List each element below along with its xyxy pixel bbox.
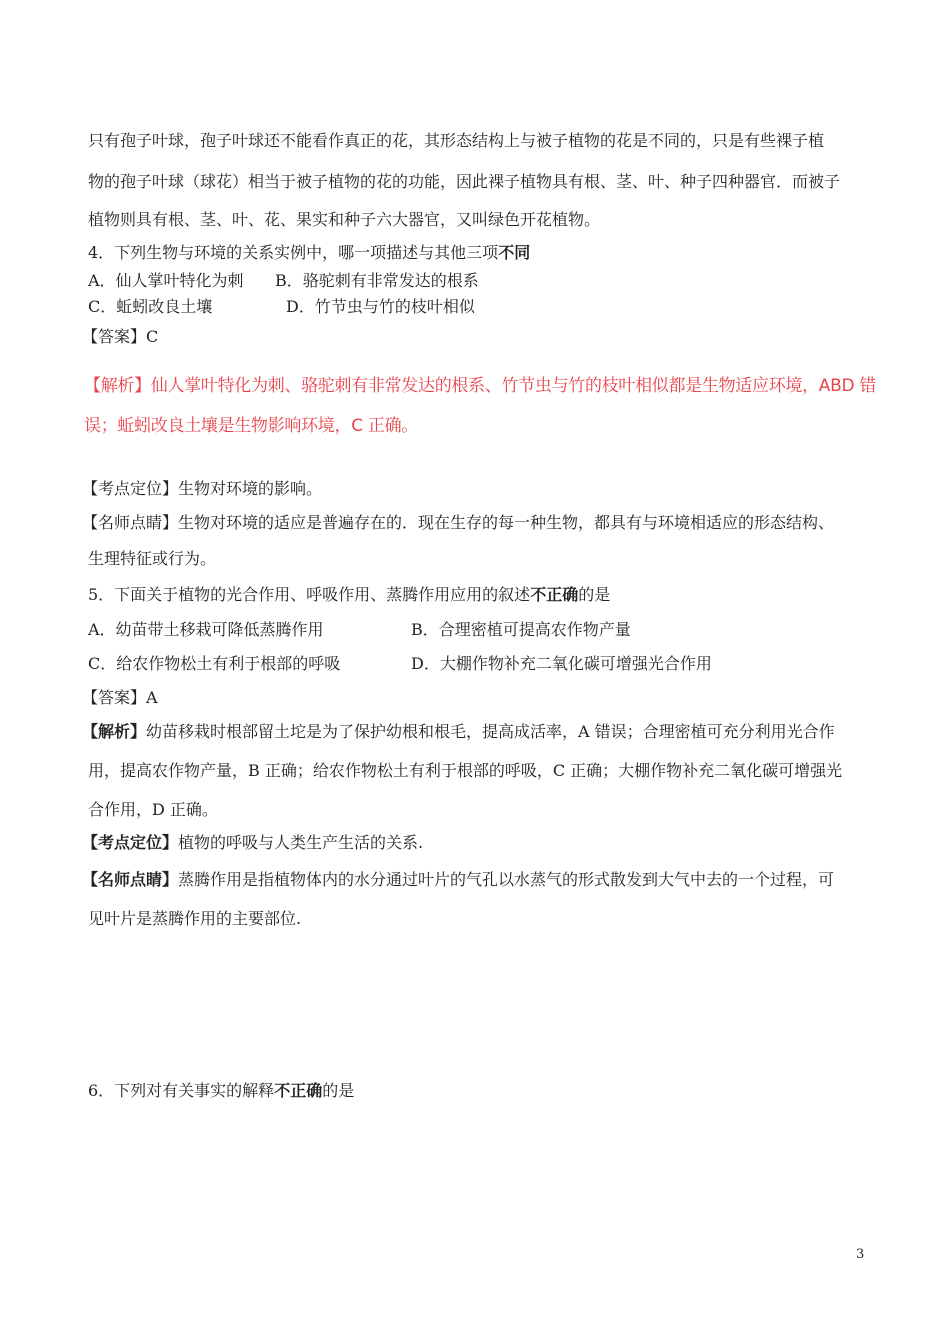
q4-answer: 【答案】C	[82, 327, 159, 346]
q6-stem	[88, 1081, 354, 1101]
q5-option-b: B．合理密植可提高农作物产量	[411, 620, 631, 639]
q5-analysis-line-3: 合作用，D 正确。	[88, 800, 218, 819]
q5-analysis-label: 【解析】	[82, 722, 147, 741]
q5-kaodian-label: 【考点定位】	[82, 833, 179, 852]
q4-option-c: C．蚯蚓改良土壤	[88, 297, 213, 316]
q4-option-a: A．仙人掌叶特化为刺	[88, 271, 244, 290]
q4-analysis-line-1: 【解析】仙人掌叶特化为刺、骆驼刺有非常发达的根系、竹节虫与竹的枝叶相似都是生物适应环境，ABD 错	[84, 376, 877, 396]
q5-kaodian-text: 植物的呼吸与人类生产生活的关系.	[178, 833, 424, 852]
q5-stem-emphasis: 不正确	[530, 585, 579, 604]
q4-mingshi-line-1: 【名师点睛】生物对环境的适应是普遍存在的．现在生存的每一种生物，都具有与环境相适应的形态结构、	[82, 513, 835, 532]
q5-analysis-text-1: 幼苗移栽时根部留土坨是为了保护幼根和根毛，提高成活率，A 错误；合理密植可充分利用光合作	[146, 722, 835, 741]
intro-line-1: 只有孢子叶球，孢子叶球还不能看作真正的花，其形态结构上与被子植物的花是不同的，只是有些裸子植	[88, 131, 825, 150]
q5-answer: 【答案】A	[82, 688, 158, 707]
q5-kaodian	[82, 833, 423, 853]
q5-analysis-line-1	[82, 722, 835, 742]
q5-mingshi-text-1: 蒸腾作用是指植物体内的水分通过叶片的气孔以水蒸气的形式散发到大气中去的一个过程，可	[178, 870, 835, 889]
q4-stem-emphasis: 不同	[498, 243, 531, 262]
q4-option-d: D．竹节虫与竹的枝叶相似	[286, 297, 475, 316]
q5-option-a: A．幼苗带土移栽可降低蒸腾作用	[88, 620, 324, 639]
q5-stem-suffix: 的是	[578, 585, 611, 604]
q5-stem	[88, 585, 610, 605]
q6-stem-emphasis: 不正确	[274, 1081, 323, 1100]
q5-mingshi-label: 【名师点睛】	[82, 870, 179, 889]
q5-analysis-line-2: 用，提高农作物产量，B 正确；给农作物松土有利于根部的呼吸，C 正确；大棚作物补充二氧化碳可增强光	[88, 761, 843, 780]
intro-line-2: 物的孢子叶球（球花）相当于被子植物的花的功能，因此裸子植物具有根、茎、叶、种子四种器官．而被子	[88, 172, 841, 191]
q5-mingshi-line-1	[82, 870, 834, 890]
q5-option-d: D．大棚作物补充二氧化碳可增强光合作用	[411, 654, 712, 673]
q5-option-c: C．给农作物松土有利于根部的呼吸	[88, 654, 341, 673]
q4-stem-text: 4．下列生物与环境的关系实例中，哪一项描述与其他三项	[88, 243, 499, 262]
intro-line-3: 植物则具有根、茎、叶、花、果实和种子六大器官，又叫绿色开花植物。	[88, 210, 601, 229]
q4-mingshi-line-2: 生理特征或行为。	[88, 549, 217, 568]
page-number: 3	[856, 1247, 865, 1262]
q4-option-b: B．骆驼刺有非常发达的根系	[275, 271, 479, 290]
q4-stem	[88, 243, 530, 263]
q4-analysis-line-2: 误；蚯蚓改良土壤是生物影响环境，C 正确。	[84, 416, 418, 436]
q4-kaodian: 【考点定位】生物对环境的影响。	[82, 479, 323, 498]
q6-stem-text: 6．下列对有关事实的解释	[88, 1081, 275, 1100]
q5-mingshi-line-2: 见叶片是蒸腾作用的主要部位.	[88, 909, 302, 928]
q6-stem-suffix: 的是	[322, 1081, 355, 1100]
q5-stem-text: 5．下面关于植物的光合作用、呼吸作用、蒸腾作用应用的叙述	[88, 585, 531, 604]
